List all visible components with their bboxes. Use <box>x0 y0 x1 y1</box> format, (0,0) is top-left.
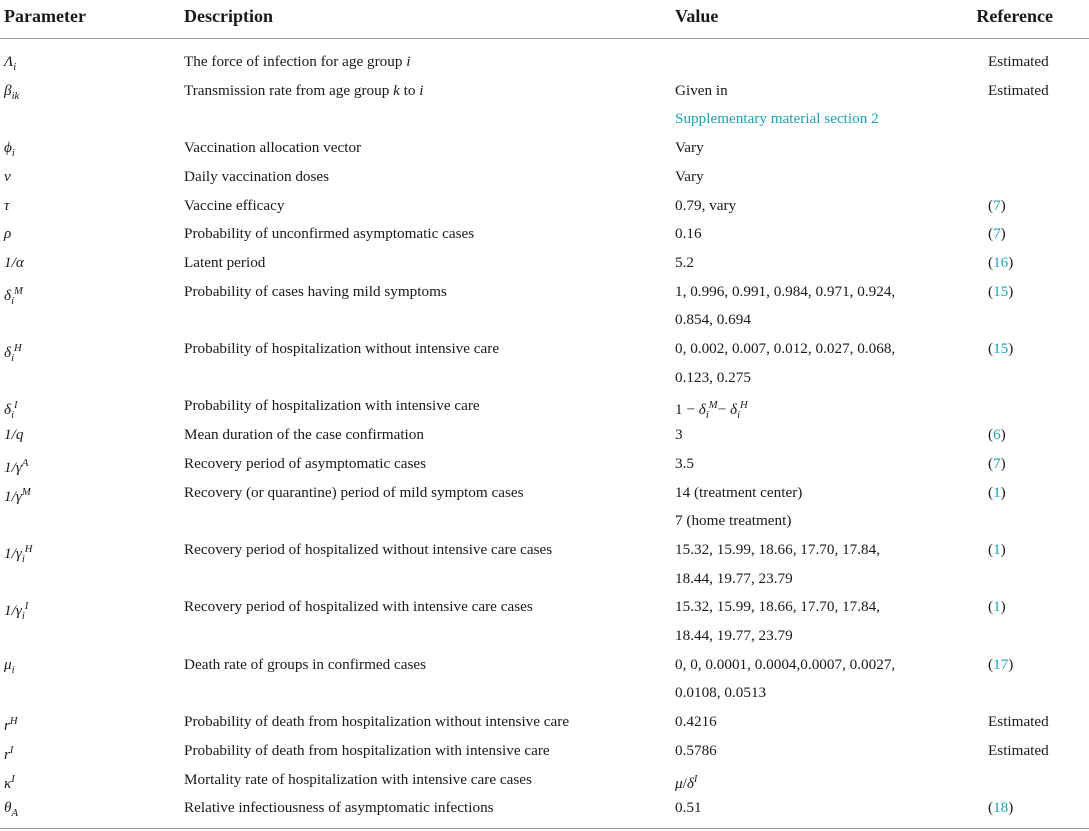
cell-parameter: $\beta_{ik}$ <box>4 81 20 102</box>
cell-description: Probability of hospitalization with intensive care <box>184 397 480 415</box>
cell-value: 5.2 <box>675 253 694 271</box>
cell-value: $\mu/\delta^I$ <box>675 773 698 792</box>
table-row <box>0 794 1089 823</box>
cell-parameter: ν <box>4 167 11 185</box>
table-row <box>0 220 1089 249</box>
cell-parameter: ρ <box>4 225 12 243</box>
table-row <box>0 163 1089 192</box>
table-row <box>0 421 1089 450</box>
cell-reference: (7) <box>988 196 1006 214</box>
table-row <box>0 278 1089 335</box>
cell-parameter: $\delta_i^I$ <box>4 400 18 422</box>
cell-description: Probability of cases having mild symptoms <box>184 282 447 300</box>
cell-parameter: $\mu_i$ <box>4 655 15 676</box>
cell-description: Transmission rate from age group k to i <box>184 81 424 99</box>
table-row <box>0 192 1089 221</box>
table-row <box>0 392 1089 421</box>
table-row <box>0 77 1089 134</box>
cell-description: Probability of death from hospitalization with intensive care <box>184 741 550 759</box>
cell-description: Latent period <box>184 253 266 271</box>
cell-description: Recovery period of asymptomatic cases <box>184 454 427 472</box>
cell-value: Vary <box>675 167 704 185</box>
cell-reference: (15) <box>988 282 1014 300</box>
cell-value: 7 (home treatment) <box>675 512 792 530</box>
cell-description: Probability of unconfirmed asymptomatic cases <box>184 225 475 243</box>
cell-parameter: $r^H$ <box>4 716 18 735</box>
cell-value: Supplementary material section 2 <box>675 110 879 128</box>
cell-reference: Estimated <box>988 53 1049 70</box>
cell-value: 14 (treatment center) <box>675 483 803 501</box>
cell-description: Relative infectiousness of asymptomatic infections <box>184 799 494 817</box>
table-row <box>0 134 1089 163</box>
cell-parameter: $\delta_i^H$ <box>4 343 22 365</box>
cell-value: 0.4216 <box>675 713 717 731</box>
cell-reference: (1) <box>988 540 1006 558</box>
cell-value: 0.123, 0.275 <box>675 368 751 386</box>
table-header <box>0 0 1089 39</box>
table-row <box>0 651 1089 708</box>
cell-value: 0, 0.002, 0.007, 0.012, 0.027, 0.068, <box>675 340 896 357</box>
cell-description: Mean duration of the case confirmation <box>184 426 424 444</box>
cell-description: Mortality rate of hospitalization with intensive care cases <box>184 770 532 788</box>
cell-parameter: $1/\gamma_i^I$ <box>4 601 29 623</box>
table-row <box>0 766 1089 795</box>
cell-description: The force of infection for age group i <box>184 53 411 70</box>
cell-description: Probability of death from hospitalization without intensive care <box>184 713 570 731</box>
cell-reference: (17) <box>988 655 1014 673</box>
cell-description: Vaccination allocation vector <box>184 139 362 157</box>
cell-parameter: $1/\gamma_i^H$ <box>4 543 33 565</box>
cell-value: 18.44, 19.77, 23.79 <box>675 569 793 587</box>
cell-parameter: $\phi_i$ <box>4 139 15 160</box>
table-row <box>0 536 1089 593</box>
cell-parameter: $\delta_i^M$ <box>4 285 23 307</box>
header-description: Description <box>184 6 273 26</box>
table-row <box>0 48 1089 77</box>
cell-reference: (7) <box>988 454 1006 472</box>
cell-parameter: 1/α <box>4 253 24 271</box>
cell-parameter: $1/\gamma^A$ <box>4 457 29 476</box>
cell-parameter: 1/q <box>4 426 24 444</box>
cell-value: $1 - \delta_i^M- \delta_i^H$ <box>675 400 748 422</box>
cell-description: Death rate of groups in confirmed cases <box>184 655 427 673</box>
header-reference: Reference <box>976 6 1053 26</box>
cell-description: Daily vaccination doses <box>184 167 330 185</box>
table-row <box>0 479 1089 536</box>
cell-reference: (1) <box>988 483 1006 501</box>
cell-description: Vaccine efficacy <box>184 196 285 214</box>
cell-value: 3.5 <box>675 454 694 472</box>
cell-reference: Estimated <box>988 81 1049 99</box>
cell-reference: Estimated <box>988 713 1049 731</box>
cell-description: Recovery (or quarantine) period of mild symptom cases <box>184 483 524 501</box>
cell-parameter: $\Lambda_i$ <box>4 53 17 74</box>
cell-description: Recovery period of hospitalized with intensive care cases <box>184 598 533 616</box>
cell-parameter: $r^I$ <box>4 744 14 763</box>
cell-value: 0, 0, 0.0001, 0.0004,0.0007, 0.0027, <box>675 655 896 673</box>
cell-value: 0.854, 0.694 <box>675 311 751 329</box>
cell-parameter: $1/\gamma^M$ <box>4 486 31 505</box>
table-row <box>0 593 1089 650</box>
cell-value: 3 <box>675 426 683 444</box>
cell-value: Given in <box>675 81 728 99</box>
cell-value: 0.0108, 0.0513 <box>675 684 767 702</box>
cell-description: Probability of hospitalization without intensive care <box>184 340 500 357</box>
cell-reference: (1) <box>988 598 1006 616</box>
cell-value: 0.16 <box>675 225 702 243</box>
cell-value: 15.32, 15.99, 18.66, 17.70, 17.84, <box>675 540 881 558</box>
table-row <box>0 737 1089 766</box>
cell-parameter: τ <box>4 196 10 214</box>
table-row <box>0 249 1089 278</box>
cell-reference: (18) <box>988 799 1014 817</box>
table-row <box>0 335 1089 392</box>
cell-value: 0.5786 <box>675 741 717 759</box>
cell-value: Vary <box>675 139 704 157</box>
cell-reference: (15) <box>988 340 1014 357</box>
table-row <box>0 450 1089 479</box>
cell-reference: (16) <box>988 253 1014 271</box>
header-parameter: Parameter <box>4 6 86 26</box>
cell-value: 18.44, 19.77, 23.79 <box>675 626 793 644</box>
cell-reference: (7) <box>988 225 1006 243</box>
cell-reference: Estimated <box>988 741 1049 759</box>
cell-description: Recovery period of hospitalized without intensive care cases <box>184 540 553 558</box>
cell-parameter: $\theta_A$ <box>4 799 18 820</box>
bottom-rule <box>0 828 1089 829</box>
cell-value: 15.32, 15.99, 18.66, 17.70, 17.84, <box>675 598 881 616</box>
cell-reference: (6) <box>988 426 1006 444</box>
cell-value: 0.79, vary <box>675 196 737 214</box>
table-row <box>0 708 1089 737</box>
header-value: Value <box>675 6 719 26</box>
cell-value: 0.51 <box>675 799 702 817</box>
cell-parameter: $\kappa^I$ <box>4 773 15 792</box>
cell-value: 1, 0.996, 0.991, 0.984, 0.971, 0.924, <box>675 282 896 300</box>
